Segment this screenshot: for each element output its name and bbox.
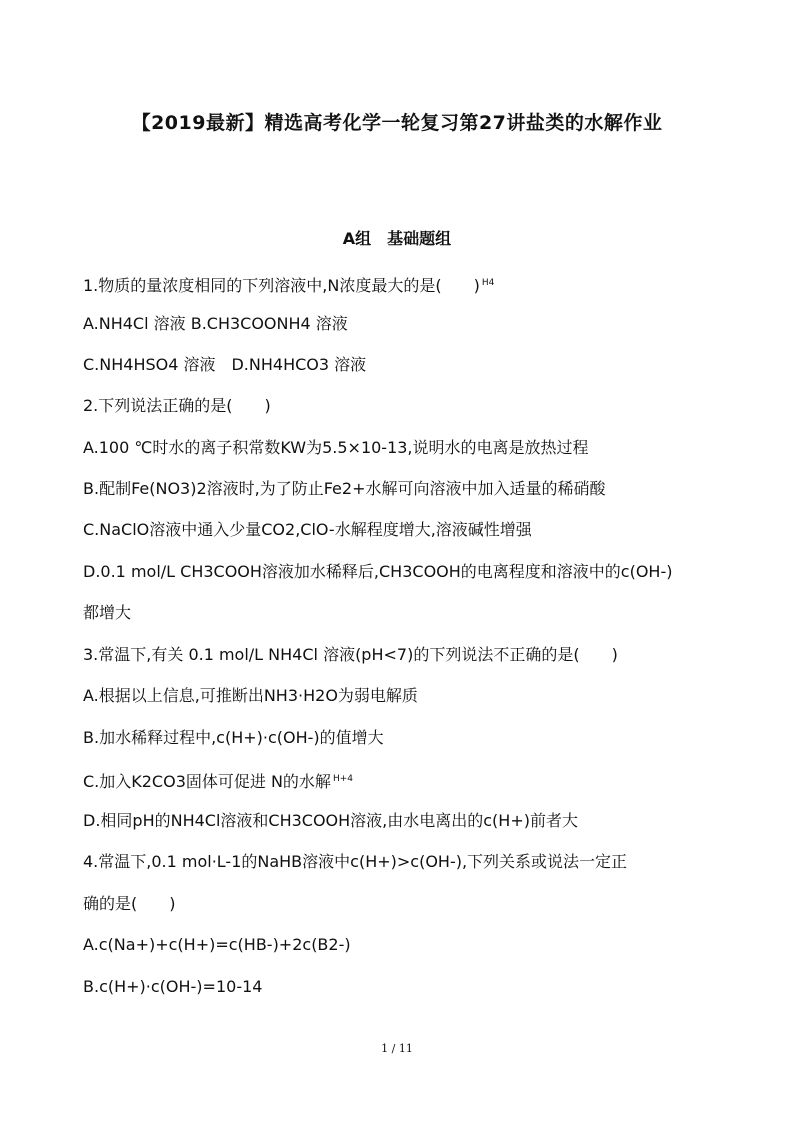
question-2-option-b: B.配制Fe(NO3)2溶液时,为了防止Fe2+水解可向溶液中加入适量的稀硝酸 (83, 479, 606, 498)
question-4-option-a: A.c(Na+)+c(H+)=c(HB-)+2c(B2-) (83, 935, 351, 954)
question-1-option-ab: A.NH4Cl 溶液 B.CH3COONH4 溶液 (83, 314, 348, 333)
question-1-option-cd: C.NH4HSO4 溶液 D.NH4HCO3 溶液 (83, 355, 367, 374)
question-4-option-b: B.c(H+)·c(OH-)=10-14 (83, 977, 263, 996)
question-2-option-a: A.100 ℃时水的离子积常数KW为5.5×10-13,说明水的电离是放热过程 (83, 438, 589, 457)
page-number: 1 / 11 (381, 1042, 413, 1055)
question-4-stem-cont: 确的是( ) (83, 894, 176, 913)
document-title: 【2019最新】精选高考化学一轮复习第27讲盐类的水解作业 (131, 112, 663, 134)
question-2-stem: 2.下列说法正确的是( ) (83, 396, 271, 415)
question-3-option-b: B.加水稀释过程中,c(H+)·c(OH-)的值增大 (83, 728, 384, 747)
question-3-option-a: A.根据以上信息,可推断出NH3·H2O为弱电解质 (83, 686, 418, 705)
question-3-option-c: C.加入K2CO3固体可促进 N的水解 $^{H+4}$ (83, 772, 353, 791)
question-2-option-d: D.0.1 mol/L CH3COOH溶液加水稀释后,CH3COOH的电离程度和溶液中的c(OH-) (83, 562, 673, 581)
section-heading: A组 基础题组 (342, 229, 452, 248)
question-2-option-d-cont: 都增大 (83, 603, 132, 622)
question-3-option-d: D.相同pH的NH4Cl溶液和CH3COOH溶液,由水电离出的c(H+)前者大 (83, 811, 578, 830)
superscript-label: H4 (481, 278, 495, 288)
question-1-stem: 1.物质的量浓度相同的下列溶液中,N浓度最大的是( ) $^{H4}$ (83, 276, 495, 295)
question-3-stem: 3.常温下,有关 0.1 mol/L NH4Cl 溶液(pH<7)的下列说法不正确的是( ) (83, 645, 618, 664)
superscript-label: H+4 (332, 774, 353, 784)
question-2-option-c: C.NaClO溶液中通入少量CO2,ClO-水解程度增大,溶液碱性增强 (83, 520, 532, 539)
question-4-stem: 4.常温下,0.1 mol·L-1的NaHB溶液中c(H+)>c(OH-),下列关系或说法一定正 (83, 852, 628, 871)
